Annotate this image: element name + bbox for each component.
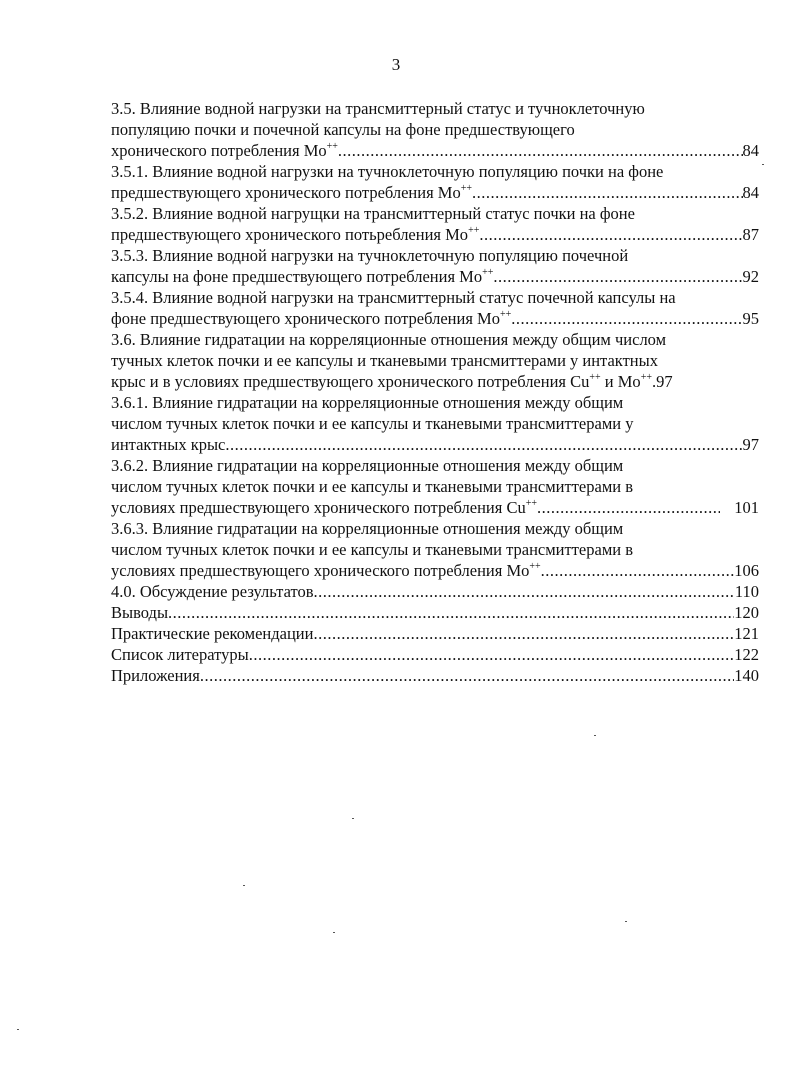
table-of-contents (111, 98, 759, 686)
superscript: ++ (460, 183, 473, 194)
toc-page-number: 97 (742, 435, 759, 454)
toc-entry-text: условиях предшествующего хронического потребления Cu++ (111, 498, 537, 517)
toc-entry-text: фоне предшествующего хронического потребления Mo++ (111, 309, 512, 328)
toc-entry-line: популяцию почки и почечной капсулы на фоне предшествующего (111, 120, 575, 139)
toc-page-number: 92 (742, 267, 759, 286)
superscript: ++ (589, 372, 601, 383)
toc-entry-appendices[interactable] (111, 665, 759, 686)
toc-page-number: 121 (734, 624, 759, 643)
toc-entry-last-line (111, 560, 759, 581)
toc-entry-last-line (111, 308, 759, 329)
toc-entry-conclusions[interactable] (111, 602, 759, 623)
superscript: ++ (640, 372, 652, 383)
superscript: ++ (499, 309, 512, 320)
dot-leader (314, 581, 735, 602)
toc-page-number: 110 (734, 582, 759, 601)
toc-entry-last-line (111, 182, 759, 203)
toc-entry-3-6-2[interactable] (111, 455, 759, 518)
toc-entry-text: Выводы (111, 603, 169, 622)
toc-page-number: 120 (734, 603, 759, 622)
page-number: 3 (391, 55, 401, 74)
toc-entry-3-6-3[interactable] (111, 518, 759, 581)
toc-entry-recommendations[interactable] (111, 623, 759, 644)
toc-page-number: 87 (742, 225, 759, 244)
toc-entry-line: 3.6.1. Влияние гидратации на корреляционные отношения между общим (111, 393, 624, 412)
scan-speck (243, 885, 245, 886)
toc-entry-line: 3.5.3. Влияние водной нагрузки на тучноклеточную популяцию почечной (111, 246, 629, 265)
toc-page-number: .97 (651, 372, 673, 391)
toc-entry-text: предшествующего хронического потьребления Mo++ (111, 225, 480, 244)
toc-entry-3-6[interactable] (111, 329, 759, 392)
dot-leader (200, 665, 734, 686)
toc-entry-last-line (111, 140, 759, 161)
toc-page-number: 84 (742, 183, 759, 202)
toc-entry-last-line (111, 497, 759, 518)
toc-entry-3-6-1[interactable] (111, 392, 759, 455)
toc-page-number: 140 (734, 666, 759, 685)
toc-entry-text: Список литературы (111, 645, 249, 664)
toc-page-number: 101 (734, 498, 759, 517)
dot-leader (338, 140, 743, 161)
dot-leader (472, 182, 742, 203)
toc-page-number: 84 (742, 141, 759, 160)
toc-entry-line: 3.6.2. Влияние гидратации на корреляционные отношения между общим (111, 456, 624, 475)
toc-entry-last-line (111, 266, 759, 287)
superscript: ++ (529, 561, 541, 572)
toc-entry-text: 4.0. Обсуждение результатов (111, 582, 314, 601)
toc-entry-text: условиях предшествующего хронического потребления Mo++ (111, 561, 541, 580)
superscript: ++ (326, 141, 338, 152)
superscript: ++ (468, 225, 480, 236)
dot-leader (225, 434, 742, 455)
toc-page-number: 95 (742, 309, 759, 328)
scan-speck (352, 818, 354, 819)
toc-entry-text: интактных крыс (111, 435, 226, 454)
dot-leader (493, 266, 742, 287)
dot-leader (479, 224, 742, 245)
dot-leader (511, 308, 742, 329)
toc-page-number: 106 (734, 561, 759, 580)
toc-entry-line: 3.6. Влияние гидратации на корреляционные отношения между общим числом (111, 330, 667, 349)
toc-entry-text: Практические рекомендации (111, 624, 314, 643)
toc-entry-3-5-2[interactable] (111, 203, 759, 245)
toc-entry-last-line: крыс и в условиях предшествующего хронического потребления Cu++ и Mo++.97 (111, 372, 673, 391)
dot-leader (313, 623, 734, 644)
toc-entry-line: числом тучных клеток почки и ее капсулы и тканевыми трансмиттерами в (111, 477, 634, 496)
dot-leader (541, 560, 735, 581)
toc-entry-line: тучных клеток почки и ее капсулы и тканевыми трансмиттерами у интактных (111, 351, 658, 370)
toc-entry-3-5-4[interactable] (111, 287, 759, 329)
toc-entry-3-5-3[interactable] (111, 245, 759, 287)
toc-entry-line: 3.5.2. Влияние водной нагрущки на трансмиттерный статус почки на фоне (111, 204, 635, 223)
toc-entry-line: числом тучных клеток почки и ее капсулы и тканевыми трансмиттерами у (111, 414, 634, 433)
toc-entry-line: 3.5. Влияние водной нагрузки на трансмиттерный статус и тучноклеточную (111, 99, 645, 118)
scan-speck (762, 164, 764, 165)
scan-speck (594, 735, 596, 736)
dot-leader (537, 497, 720, 518)
toc-entry-last-line (111, 224, 759, 245)
toc-entry-4-0[interactable] (111, 581, 759, 602)
toc-entry-text: Приложения (111, 666, 200, 685)
toc-entry-text: капсулы на фоне предшествующего потребления Mo++ (111, 267, 494, 286)
toc-entry-3-5-1[interactable] (111, 161, 759, 203)
toc-entry-line: числом тучных клеток почки и ее капсулы и тканевыми трансмиттерами в (111, 540, 634, 559)
toc-entry-text: хронического потребления Mo++ (111, 141, 338, 160)
toc-entry-last-line (111, 434, 759, 455)
toc-page-number: 122 (734, 645, 759, 664)
dot-leader (168, 602, 734, 623)
scan-speck (333, 932, 335, 933)
superscript: ++ (482, 267, 494, 278)
toc-entry-line: 3.5.4. Влияние водной нагрузки на трансмиттерный статус почечной капсулы на (111, 288, 676, 307)
dot-leader (249, 644, 735, 665)
toc-entry-line: 3.5.1. Влияние водной нагрузки на тучноклеточную популяцию почки на фоне (111, 162, 664, 181)
toc-entry-line: 3.6.3. Влияние гидратации на корреляционные отношения между общим (111, 519, 624, 538)
superscript: ++ (525, 498, 537, 509)
toc-entry-text: предшествующего хронического потребления Mo++ (111, 183, 473, 202)
scan-speck (625, 921, 627, 922)
toc-entry-3-5[interactable] (111, 98, 759, 161)
toc-entry-references[interactable] (111, 644, 759, 665)
scan-speck (17, 1029, 19, 1030)
